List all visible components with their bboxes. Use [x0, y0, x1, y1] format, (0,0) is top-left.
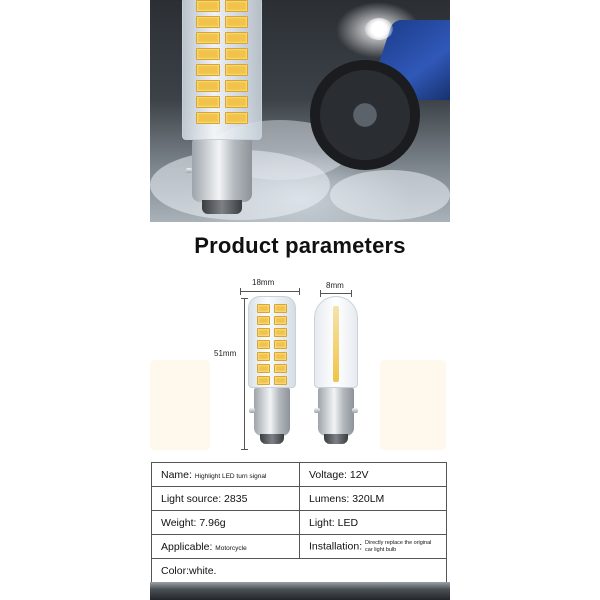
spec-key-name: Name: — [161, 468, 192, 481]
spec-key-applicable: Applicable: — [161, 540, 213, 553]
spec-cell — [152, 487, 300, 511]
spec-key-color: Color: — [161, 564, 190, 577]
spec-table — [151, 462, 447, 583]
spec-cell — [300, 535, 447, 559]
spec-cell — [300, 487, 447, 511]
spec-key-light: Light: — [309, 516, 335, 529]
table-row — [152, 487, 447, 511]
spec-cell — [152, 535, 300, 559]
spec-cell — [300, 511, 447, 535]
motorcycle-headlight — [365, 18, 393, 40]
width-label-main: 18mm — [252, 278, 275, 287]
spec-cell — [152, 511, 300, 535]
table-row — [152, 535, 447, 559]
spec-value-color: white. — [189, 564, 217, 577]
right-backdrop — [380, 360, 446, 450]
width-dimension-line-main — [240, 291, 300, 292]
height-dimension-line — [244, 298, 245, 450]
table-row — [152, 463, 447, 487]
spec-value-lumens: 320LM — [352, 492, 385, 505]
spec-value-weight: 7.96g — [199, 516, 226, 529]
led-strip-edge — [333, 306, 339, 382]
front-view-bulb — [248, 296, 296, 448]
table-row — [152, 511, 447, 535]
spec-value-light: LED — [337, 516, 359, 529]
motorcycle-wheel — [310, 60, 420, 170]
led-chip-array — [196, 0, 248, 124]
hero-product-photo — [150, 0, 450, 222]
width-dimension-line-side — [320, 293, 352, 294]
spec-key-lumens: Lumens: — [309, 492, 350, 505]
height-label: 51mm — [214, 349, 237, 358]
spec-cell — [152, 559, 447, 583]
width-label-side: 8mm — [326, 281, 344, 290]
spec-key-weight: Weight: — [161, 516, 197, 529]
spec-cell — [300, 463, 447, 487]
led-chip-array-small — [257, 304, 287, 397]
spec-value-installation — [365, 540, 431, 553]
table-row — [152, 559, 447, 583]
spec-key-voltage: Voltage: — [309, 468, 347, 481]
installation-line-2: car light bulb — [365, 546, 397, 553]
left-backdrop — [150, 360, 210, 450]
spec-value-applicable: Motorcycle — [215, 544, 247, 552]
spec-value-voltage: 12V — [349, 468, 369, 481]
spec-value-name: Highlight LED turn signal — [194, 472, 267, 480]
spec-key-light-source: Light source: — [161, 492, 222, 505]
bottom-photo-strip — [150, 582, 450, 600]
hero-bulb — [182, 0, 262, 220]
installation-line-1: Directly replace the original — [365, 540, 432, 546]
spec-key-installation: Installation: — [309, 540, 363, 553]
spec-cell — [152, 463, 300, 487]
spec-value-light-source: 2835 — [224, 492, 248, 505]
section-title: Product parameters — [194, 233, 406, 258]
side-view-bulb — [314, 296, 358, 448]
